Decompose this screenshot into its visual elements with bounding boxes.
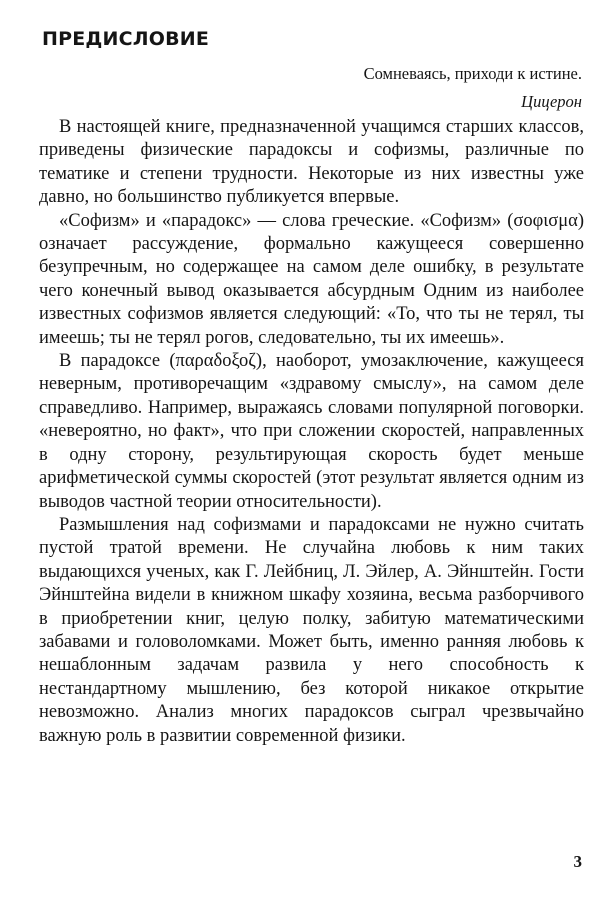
body-text [39, 116, 584, 748]
epigraph-author: Цицерон [521, 92, 582, 111]
paragraph: «Софизм» и «парадокс» — слова греческие. «Софизм» (σοφισμα) означает рассуждение, формально кажущееся совершенно безупречным, но содержащее на самом деле ошибку, в результате чего конечный вывод оказывается абсурдным Одним из наиболее известных софизмов является следующий: «То, что ты не терял, ты имеешь; ты не терял рогов, следовательно, ты их имеешь». [39, 210, 584, 348]
epigraph [364, 60, 582, 116]
epigraph-quote: Сомневаясь, приходи к истине. [363, 64, 582, 83]
paragraph: В парадоксе (παραδοξοζ), наоборот, умозаключение, кажущееся неверным, противоречащим «здравому смыслу», на самом деле справедливо. Например, выражаясь словами популярной поговорки. «невероятно, но факт», что при сложении скоростей, направленных в одну сторону, результирующая скорость будет меньше арифметической суммы скоростей (этот результат является одним из выводов частной теории относительности). [39, 351, 584, 512]
page-heading: ПРЕДИСЛОВИЕ [42, 28, 210, 50]
paragraph: В настоящей книге, предназначенной учащимся старших классов, приведены физические парадоксы и софизмы, различные по тематике и степени трудности. Некоторые из них известны уже давно, но большинство публикуется впервые. [39, 117, 584, 208]
page-number: 3 [573, 852, 582, 871]
paragraph: Размышления над софизмами и парадоксами не нужно считать пустой тратой времени. Не случайна любовь к ним таких выдающихся ученых, как Г. Лейбниц, Л. Эйлер, А. Эйнштейн. Гости Эйнштейна видели в книжном шкафу хозяина, весьма разборчивого в приобретении книг, целую полку, забитую математическими забавами и головоломками. Может быть, именно ранняя любовь к нешаблонным задачам развила у него способность к нестандартному мышлению, без которой никакое открытие невозможно. Анализ многих парадоксов сыграл чрезвычайно важную роль в развитии современной физики. [39, 514, 584, 746]
